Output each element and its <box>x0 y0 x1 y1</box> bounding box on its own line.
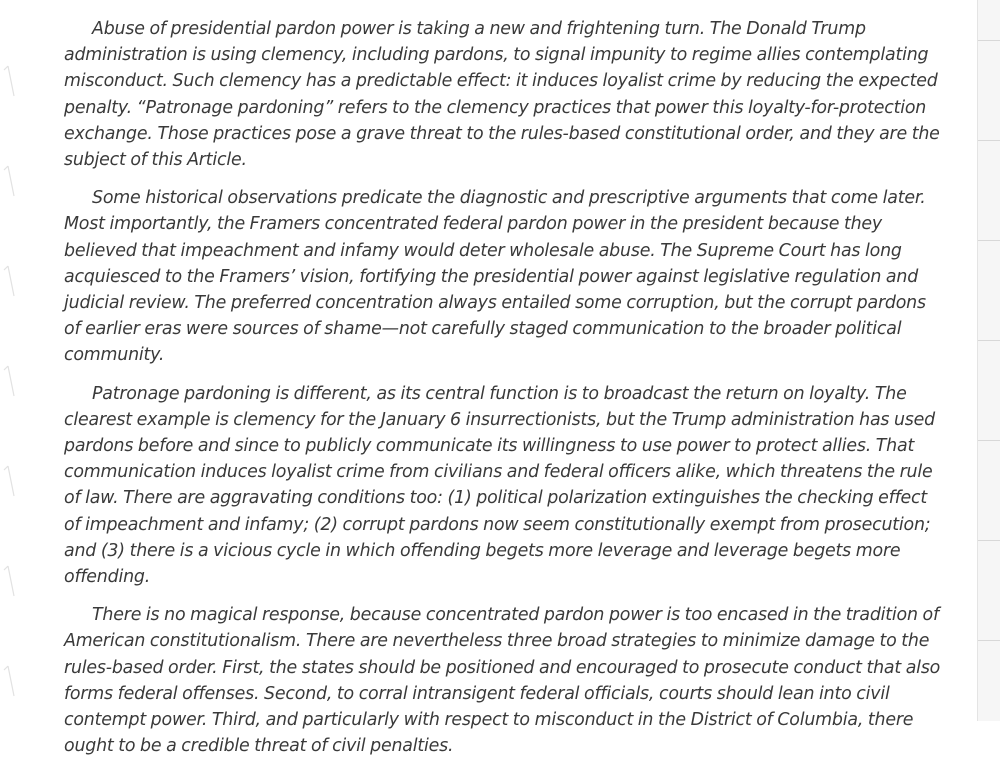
right-watermark-strip <box>977 0 1000 721</box>
abstract-paragraph-4: There is no magical response, because concentrated pardon power is too encased in the tradition of American constitutionalism. There are nevertheless three broad strategies to minimize damage to the rules-based order. First, the states should be positioned and encouraged to prosecute conduct that also forms federal offenses. Second, to corral intransigent federal officials, courts should lean into civil contempt power. Third, and particularly with respect to misconduct in the District of Columbia, there ought to be a credible threat of civil penalties. <box>64 605 941 757</box>
left-margin-decoration <box>0 0 22 721</box>
abstract-paragraph-3: Patronage pardoning is different, as its central function is to broadcast the return on loyalty. The clearest example is clemency for the January 6 insurrectionists, but the Trump administration has used pardons before and since to publicly communicate its willingness to use power to protect allies. That communication induces loyalist crime from civilians and federal officers alike, which threatens the rule of law. There are aggravating conditions too: (1) political polarization extinguishes the checking effect of impeachment and infamy; (2) corrupt pardons now seem constitutionally exempt from prosecution; and (3) there is a vicious cycle in which offending begets more leverage and leverage begets more offending. <box>64 383 936 588</box>
abstract-paragraph-2: Some historical observations predicate the diagnostic and prescriptive arguments that come later. Most importantly, the Framers concentrated federal pardon power in the president because they believed that impeachment and infamy would deter wholesale abuse. The Supreme Court has long acquiesced to the Framers’ vision, fortifying the presidential power against legislative regulation and judicial review. The preferred concentration always entailed some corruption, but the corrupt pardons of earlier eras were sources of shame—not carefully staged communication to the broader political community. <box>64 188 926 366</box>
abstract-paragraph-1: Abuse of presidential pardon power is taking a new and frightening turn. The Donald Trump administration is using clemency, including pardons, to signal impunity to regime allies contemplating misconduct. Such clemency has a predictable effect: it induces loyalist crime by reducing the expected penalty. “Patronage pardoning” refers to the clemency practices that power this loyalty-for-protection exchange. Those practices pose a grave threat to the rules-based constitutional order, and they are the subject of this Article. <box>64 19 940 171</box>
article-abstract <box>64 16 946 771</box>
